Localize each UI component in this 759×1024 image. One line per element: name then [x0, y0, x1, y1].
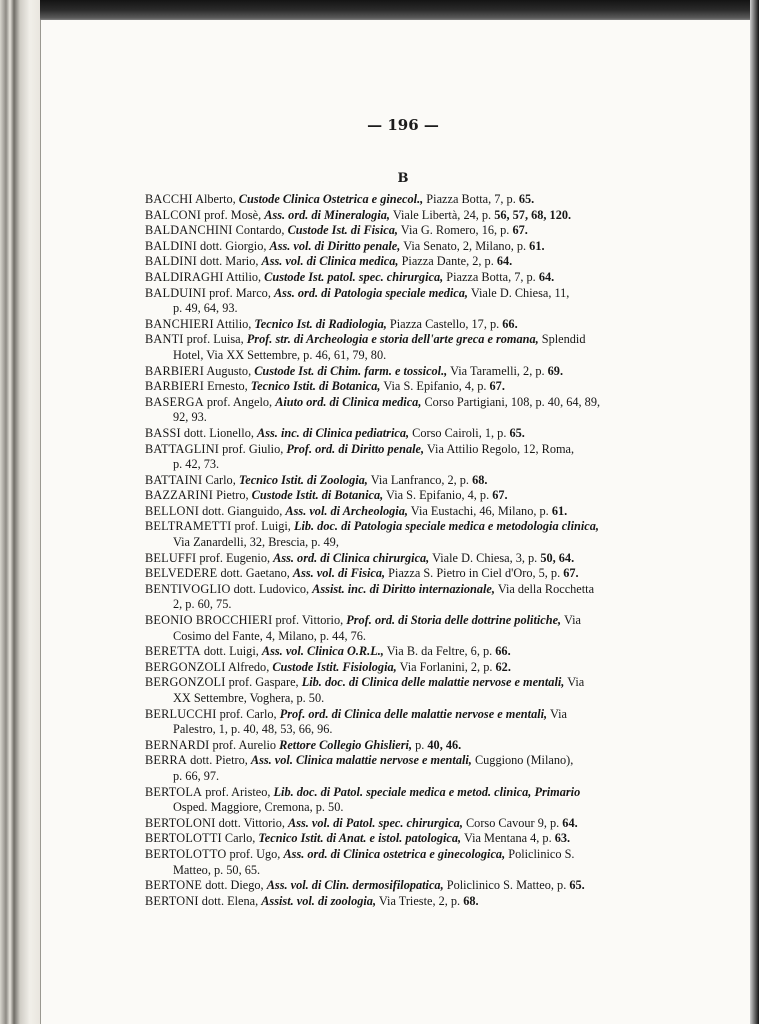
entry-name: BERNARDI [145, 737, 210, 752]
entry-address: Policlinico S. [505, 846, 575, 861]
entry-title: Carlo, [221, 831, 259, 846]
directory-entry [145, 831, 685, 847]
directory-entry [145, 582, 685, 613]
entry-title: Contardo, [232, 223, 288, 238]
entry-title: prof. Luisa, [183, 332, 247, 347]
entry-address: Via S. Epifanio, 4, p. [383, 488, 493, 503]
entry-title: Alberto, [192, 192, 239, 206]
directory-entry [145, 192, 685, 208]
entry-continuation: Cosimo del Fante, 4, Milano, p. 44, 76. [173, 628, 366, 643]
entry-address: Via [561, 613, 581, 628]
entry-pages: 67. [492, 488, 508, 503]
entry-address: Via Attilio Regolo, 12, Roma, [424, 441, 575, 456]
entry-role: Tecnico Ist. di Radiologia, [254, 316, 387, 331]
directory-entry [145, 364, 685, 380]
entry-title: dott. Diego, [202, 878, 267, 893]
entry-title: dott. Ludovico, [230, 581, 313, 596]
entry-address: Piazza Botta, 7, p. [443, 269, 539, 284]
entry-pages: 67. [563, 566, 579, 581]
entry-pages: 63. [554, 831, 571, 846]
entry-role: Ass. vol. di Clinica medica, [261, 254, 399, 269]
entry-role: Tecnico Istit. di Botanica, [250, 379, 381, 394]
entry-name: BERRA [145, 753, 187, 768]
entry-name: BATTAGLINI [145, 441, 220, 456]
entry-name: BERETTA [145, 644, 201, 659]
entry-role: Custode Clinica Ostetrica e ginecol., [238, 192, 424, 206]
entry-address: Via della Rocchetta [494, 581, 595, 596]
entry-address: Viale D. Chiesa, 3, p. [429, 550, 541, 565]
entry-title: prof. Carlo, [216, 706, 280, 721]
entry-pages: 64. [496, 254, 513, 269]
entry-role: Aiuto ord. di Clinica medica, [275, 394, 422, 409]
entry-address: Piazza Botta, 7, p. [423, 192, 519, 206]
directory-entry [145, 738, 685, 754]
entry-role: Ass. vol. di Fisica, [292, 566, 386, 581]
directory-entry [145, 566, 685, 582]
entry-name: BATTAINI [145, 472, 203, 487]
entry-name: BERTOLA [145, 784, 203, 799]
entry-role: Tecnico Istit. di Anat. e istol. patologica, [258, 831, 462, 846]
entry-pages: 67. [512, 223, 528, 238]
entry-address: Via G. Romero, 16, p. [397, 223, 513, 238]
entry-pages: 65. [509, 425, 525, 440]
entry-pages: 68. [463, 893, 479, 908]
entry-title: prof. Giulio, [219, 441, 287, 456]
entry-address: Via S. Epifanio, 4, p. [380, 379, 490, 394]
entry-role: Tecnico Istit. di Zoologia, [238, 472, 368, 487]
directory-entry [145, 426, 685, 442]
entry-role: Custode Istit. di Botanica, [251, 488, 384, 503]
entry-title: dott. Giorgio, [196, 238, 270, 253]
entry-name: BACCHI [145, 192, 193, 206]
entry-address: Piazza Castello, 17, p. [386, 316, 503, 331]
entry-name: BELVEDERE [145, 566, 218, 581]
directory-entry [145, 707, 685, 738]
entry-address: Via Taramelli, 2, p. [447, 363, 548, 378]
directory-entry [145, 816, 685, 832]
entry-pages: 67. [489, 379, 505, 394]
entry-title: Pietro, [213, 488, 252, 503]
entry-role: Ass. vol. di Diritto penale, [269, 238, 401, 253]
entry-address: Via B. da Feltre, 6, p. [383, 644, 496, 659]
entry-address: Splendid [538, 332, 586, 347]
entry-role: Lib. doc. di Clinica delle malattie nervose e mentali, [301, 675, 565, 690]
entry-pages: 61. [529, 238, 545, 253]
entry-title: dott. Lionello, [180, 425, 258, 440]
entry-title: Augusto, [204, 363, 255, 378]
entry-address: Via Eustachi, 46, Milano, p. [407, 503, 552, 518]
entry-continuation: Matteo, p. 50, 65. [173, 862, 261, 877]
entry-pages: 66. [495, 644, 511, 659]
entry-pages: 64. [538, 269, 555, 284]
entry-title: Attilio, [213, 316, 255, 331]
entry-title: prof. Gaspare, [225, 675, 302, 690]
entry-continuation: Via Zanardelli, 32, Brescia, p. 49, [173, 535, 339, 550]
entry-role: Lib. doc. di Patol. speciale medica e metod. clinica, Primario [273, 784, 581, 799]
section-letter: B [397, 171, 409, 186]
directory-entry [145, 473, 685, 489]
entry-title: prof. Mosè, [201, 207, 265, 222]
entry-name: BEONIO BROCCHIERI [145, 613, 273, 628]
entry-role: Ass. vol. Clinica malattie nervose e mentali, [250, 753, 472, 768]
entry-title: Alfredo, [225, 659, 273, 674]
entry-address: Viale Libertà, 24, p. [389, 207, 495, 222]
entry-continuation: Palestro, 1, p. 40, 48, 53, 66, 96. [173, 722, 333, 737]
entry-name: BELUFFI [145, 550, 197, 565]
directory-entry [145, 519, 685, 550]
directory-entry [145, 878, 685, 894]
entry-address: Via Forlanini, 2, p. [396, 659, 496, 674]
directory-entry [145, 488, 685, 504]
entry-role: Assist. inc. di Diritto internazionale, [312, 581, 495, 596]
directory-entries [145, 192, 685, 909]
entry-name: BARBIERI [145, 363, 204, 378]
entry-name: BASSI [145, 425, 181, 440]
entry-continuation: p. 42, 73. [173, 457, 220, 472]
entry-role: Custode Ist. patol. spec. chirurgica, [264, 269, 444, 284]
entry-name: BELLONI [145, 503, 199, 518]
directory-entry [145, 847, 685, 878]
entry-address: Corso Cavour 9, p. [462, 815, 563, 830]
entry-name: BALDINI [145, 238, 197, 253]
directory-entry [145, 551, 685, 567]
entry-title: Attilio, [223, 269, 265, 284]
entry-address: Via [547, 706, 567, 721]
entry-pages: 65. [518, 192, 535, 206]
entry-address: Corso Partigiani, 108, p. 40, 64, 89, [421, 394, 601, 409]
entry-title: prof. Aristeo, [202, 784, 274, 799]
entry-name: BERGONZOLI [145, 659, 226, 674]
entry-title: prof. Ugo, [226, 846, 284, 861]
entry-role: Prof. ord. di Storia delle dottrine politiche, [346, 613, 562, 628]
entry-role: Ass. vol. di Archeologia, [285, 503, 408, 518]
directory-entry [145, 239, 685, 255]
entry-address: Via Trieste, 2, p. [376, 893, 464, 908]
entry-name: BAZZARINI [145, 488, 214, 503]
entry-role: Prof. ord. di Diritto penale, [286, 441, 425, 456]
directory-entry [145, 208, 685, 224]
entry-title: prof. Marco, [206, 285, 274, 300]
entry-role: Ass. inc. di Clinica pediatrica, [257, 425, 410, 440]
entry-title: dott. Pietro, [187, 753, 251, 768]
entry-address: Policlinico S. Matteo, p. [443, 878, 570, 893]
entry-name: BALDANCHINI [145, 223, 233, 238]
entry-title: prof. Aurelio [209, 737, 280, 752]
entry-address: Corso Cairoli, 1, p. [409, 425, 510, 440]
entry-name: BERTOLONI [145, 815, 216, 830]
directory-entry [145, 675, 685, 706]
entry-name: BALDINI [145, 254, 197, 269]
entry-continuation: p. 49, 64, 93. [173, 301, 238, 316]
entry-name: BALCONI [145, 207, 202, 222]
entry-address: Cuggiono (Milano), [471, 753, 574, 768]
directory-entry [145, 442, 685, 473]
entry-pages: 40, 46. [427, 737, 462, 752]
directory-entry [145, 379, 685, 395]
entry-name: BELTRAMETTI [145, 519, 232, 534]
entry-role: Custode Ist. di Fisica, [287, 223, 398, 238]
entry-name: BERGONZOLI [145, 675, 226, 690]
directory-entry [145, 644, 685, 660]
entry-role: Rettore Collegio Ghislieri, [279, 737, 413, 752]
entry-pages: 56, 57, 68, 120. [494, 207, 572, 222]
entry-pages: 62. [495, 659, 511, 674]
entry-title: prof. Vittorio, [272, 613, 347, 628]
entry-pages: 64. [562, 815, 578, 830]
entry-role: Custode Istit. Fisiologia, [272, 659, 397, 674]
entry-pages: 69. [547, 363, 564, 378]
book-binding-edge [0, 0, 40, 1024]
entry-role: Custode Ist. di Chim. farm. e tossicol., [254, 363, 448, 378]
entry-name: BERTOLOTTI [145, 831, 222, 846]
directory-entry [145, 223, 685, 239]
directory-entry [145, 613, 685, 644]
entry-title: Ernesto, [204, 379, 251, 394]
entry-title: dott. Mario, [196, 254, 262, 269]
entry-name: BENTIVOGLIO [145, 581, 231, 596]
directory-entry [145, 504, 685, 520]
entry-title: dott. Gianguido, [199, 503, 286, 518]
directory-entry [145, 660, 685, 676]
entry-continuation: Hotel, Via XX Settembre, p. 46, 61, 79, 80. [173, 347, 387, 362]
directory-entry [145, 894, 685, 910]
directory-entry [145, 332, 685, 363]
directory-entry [145, 317, 685, 333]
directory-entry [145, 254, 685, 270]
entry-role: Ass. ord. di Clinica ostetrica e ginecologica, [283, 846, 506, 861]
entry-name: BANTI [145, 332, 184, 347]
directory-entry [145, 785, 685, 816]
entry-name: BERTOLOTTO [145, 846, 227, 861]
entry-pages: 61. [551, 503, 568, 518]
entry-continuation: p. 66, 97. [173, 768, 220, 783]
entry-name: BANCHIERI [145, 316, 214, 331]
directory-entry [145, 753, 685, 784]
entry-pages: 68. [472, 472, 488, 487]
entry-name: BERTONI [145, 893, 199, 908]
page-number: — 196 — [367, 116, 439, 134]
entry-address: Piazza S. Pietro in Ciel d'Oro, 5, p. [385, 566, 564, 581]
entry-title: Carlo, [202, 472, 239, 487]
directory-entry [145, 395, 685, 426]
entry-role: Ass. ord. di Clinica chirurgica, [273, 550, 430, 565]
entry-address: Viale D. Chiesa, 11, [468, 285, 570, 300]
entry-title: dott. Gaetano, [217, 566, 293, 581]
entry-pages: 66. [502, 316, 518, 331]
entry-name: BALDIRAGHI [145, 269, 224, 284]
entry-address: Via Lanfranco, 2, p. [367, 472, 473, 487]
entry-title: prof. Eugenio, [196, 550, 274, 565]
entry-title: dott. Vittorio, [215, 815, 288, 830]
entry-role: Ass. vol. Clinica O.R.L., [261, 644, 384, 659]
entry-address: Via Senato, 2, Milano, p. [400, 238, 530, 253]
entry-title: dott. Luigi, [200, 644, 262, 659]
entry-address: p. [412, 737, 428, 752]
entry-role: Ass. vol. di Patol. spec. chirurgica, [288, 815, 463, 830]
entry-name: BALDUINI [145, 285, 207, 300]
entry-role: Ass. ord. di Mineralogia, [264, 207, 390, 222]
entry-continuation: 2, p. 60, 75. [173, 597, 232, 612]
directory-entry [145, 286, 685, 317]
entry-name: BERLUCCHI [145, 706, 217, 721]
entry-title: dott. Elena, [198, 893, 262, 908]
entry-continuation: Osped. Maggiore, Cremona, p. 50. [173, 800, 344, 815]
entry-title: prof. Angelo, [203, 394, 276, 409]
entry-role: Prof. str. di Archeologia e storia dell'arte greca e romana, [246, 332, 539, 347]
entry-pages: 65. [569, 878, 585, 893]
entry-name: BARBIERI [145, 379, 204, 394]
entry-role: Ass. ord. di Patologia speciale medica, [273, 285, 468, 300]
entry-continuation: XX Settembre, Voghera, p. 50. [173, 691, 325, 705]
entry-address: Via [564, 675, 585, 690]
entry-name: BASERGA [145, 394, 204, 409]
entry-role: Assist. vol. di zoologia, [261, 893, 377, 908]
entry-role: Ass. vol. di Clin. dermosifilopatica, [266, 878, 444, 893]
entry-role: Prof. ord. di Clinica delle malattie nervose e mentali, [279, 706, 548, 721]
scan-right-shadow [750, 0, 759, 1024]
entry-role: Lib. doc. di Patologia speciale medica e metodologia clinica, [293, 519, 599, 534]
entry-address: Piazza Dante, 2, p. [398, 254, 497, 269]
entry-title: prof. Luigi, [231, 519, 294, 534]
entry-address: Via Mentana 4, p. [461, 831, 555, 846]
entry-name: BERTONE [145, 878, 203, 893]
entry-continuation: 92, 93. [173, 410, 207, 425]
directory-entry [145, 270, 685, 286]
entry-pages: 50, 64. [540, 550, 575, 565]
